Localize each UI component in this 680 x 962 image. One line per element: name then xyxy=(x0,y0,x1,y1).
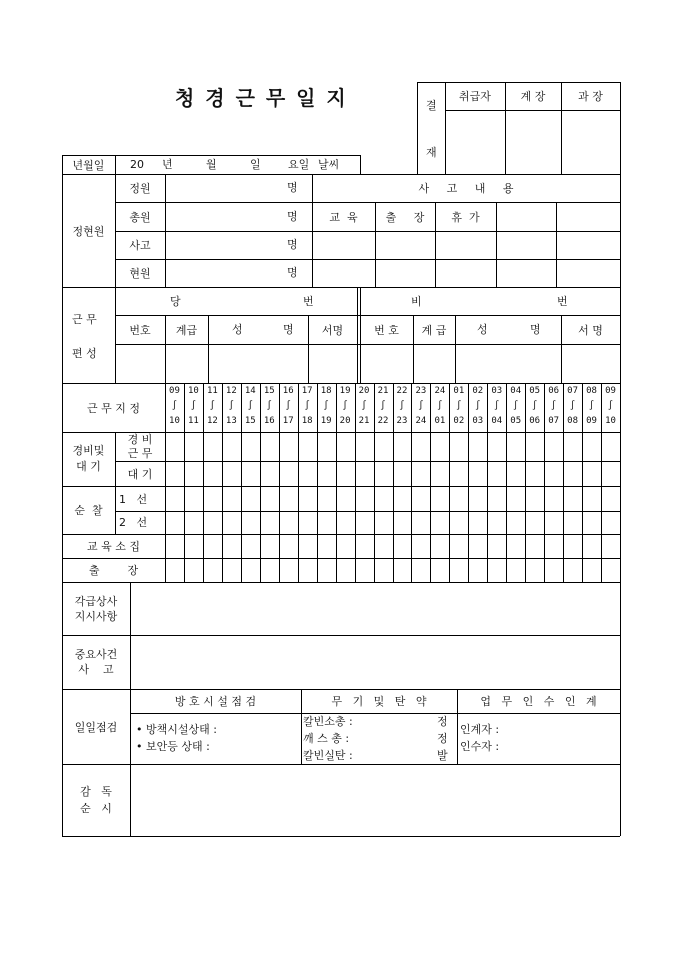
shift-slot-end: 13 xyxy=(225,416,237,426)
handover-receiver: 인수자 : xyxy=(460,740,500,753)
daily-col-weapons: 무 기 및 탄 약 xyxy=(331,695,427,708)
shift-slot-start: 10 xyxy=(188,386,199,396)
shift-grid-line xyxy=(222,383,223,582)
shift-grid-line xyxy=(582,383,583,582)
shift-slot-separator: ∫ xyxy=(607,401,614,411)
shift-slot-separator: ∫ xyxy=(171,401,178,411)
shift-slot-end: 18 xyxy=(301,416,313,426)
shift-slot-separator: ∫ xyxy=(342,401,348,411)
shift-slot-end: 03 xyxy=(472,416,484,426)
incident-label-a: 중요사건 xyxy=(74,648,118,661)
shift-grid-line xyxy=(355,383,356,582)
off-col-rank: 계 급 xyxy=(421,323,447,337)
shift-slot-16 xyxy=(449,384,468,431)
shift-slot-end: 11 xyxy=(188,416,199,426)
daily-col-handover: 업 무 인 수 인 계 xyxy=(480,695,597,708)
shift-grid-line xyxy=(449,383,450,582)
duty-label-top: 근 무 xyxy=(72,313,97,326)
shift-slot-end: 16 xyxy=(263,416,275,426)
shift-slot-end: 21 xyxy=(358,416,370,426)
guard-duty-a: 경 비 xyxy=(127,432,153,446)
shift-slot-end: 04 xyxy=(491,416,503,426)
shift-slot-end: 15 xyxy=(244,416,256,426)
shift-slot-separator: ∫ xyxy=(399,401,405,411)
staff-label: 정현원 xyxy=(72,224,105,238)
shift-slot-start: 19 xyxy=(339,386,351,396)
shift-grid-line xyxy=(563,383,564,582)
weapon-carbine-unit: 정 xyxy=(437,715,448,728)
guard-duty-b: 근 무 xyxy=(127,446,153,460)
shift-slot-start: 22 xyxy=(396,386,408,396)
duty-col-name-a: 성 xyxy=(232,323,243,336)
approval-chief-header: 계 장 xyxy=(520,90,546,103)
standby-label: 대 기 xyxy=(127,467,153,481)
shift-slot-start: 17 xyxy=(301,386,313,396)
shift-slot-start: 20 xyxy=(358,386,370,396)
shift-slot-separator: ∫ xyxy=(513,401,519,411)
shift-grid-line xyxy=(184,383,185,582)
shift-grid-line xyxy=(525,383,526,582)
weapon-gas-gun: 깨 스 총 : xyxy=(303,732,350,745)
shift-slot-start: 11 xyxy=(206,386,218,396)
shift-slot-end: 10 xyxy=(169,416,180,426)
shift-slot-start: 08 xyxy=(586,386,597,396)
shift-slot-separator: ∫ xyxy=(588,401,595,411)
shift-slot-end: 23 xyxy=(396,416,408,426)
shift-grid-line xyxy=(374,383,375,582)
shift-slot-start: 21 xyxy=(377,386,389,396)
shift-slot-6 xyxy=(260,384,279,431)
approval-manager-header: 과 장 xyxy=(578,90,603,103)
shift-slot-start: 03 xyxy=(491,386,503,396)
shift-slot-end: 19 xyxy=(320,416,332,426)
date-label: 년월일 xyxy=(72,158,105,172)
shift-slot-separator: ∫ xyxy=(569,401,576,411)
incident-label xyxy=(62,635,130,689)
shift-slot-end: 22 xyxy=(377,416,389,426)
shift-slot-separator: ∫ xyxy=(550,401,557,411)
shift-slot-end: 24 xyxy=(415,416,427,426)
shift-slot-separator: ∫ xyxy=(361,401,367,411)
shift-slot-11 xyxy=(355,384,374,431)
shift-slot-24 xyxy=(601,384,620,431)
shift-grid-line xyxy=(544,383,545,582)
shift-slot-separator: ∫ xyxy=(380,401,386,411)
staff-present: 현원 xyxy=(129,267,151,280)
duty-col-name-b: 명 xyxy=(283,323,294,336)
shift-slot-start: 09 xyxy=(169,386,180,396)
shift-slot-end: 17 xyxy=(282,416,294,426)
boss-instructions-label xyxy=(62,582,130,635)
shift-slot-end: 07 xyxy=(548,416,560,426)
boss-label-a: 각급상사 xyxy=(74,594,118,608)
shift-slot-1 xyxy=(165,384,184,431)
shift-slot-8 xyxy=(298,384,317,431)
patrol-line-1: 1 선 xyxy=(119,493,148,506)
shift-slot-start: 09 xyxy=(605,386,616,396)
duty-off-label: 비 xyxy=(411,295,422,308)
shift-grid-line xyxy=(430,383,431,582)
shift-slot-start: 04 xyxy=(510,386,522,396)
shift-slot-start: 18 xyxy=(320,386,332,396)
duty-off-suffix: 번 xyxy=(557,295,568,308)
trip-label: 출 장 xyxy=(88,564,139,577)
shift-slot-start: 01 xyxy=(453,386,465,396)
shift-slot-2 xyxy=(184,384,203,431)
shift-grid-line xyxy=(336,383,337,582)
shift-slot-separator: ∫ xyxy=(190,401,197,411)
shift-slot-5 xyxy=(241,384,260,431)
accident-trip: 출 장 xyxy=(385,210,425,224)
shift-slot-separator: ∫ xyxy=(285,401,291,411)
boss-label-b: 지시사항 xyxy=(74,609,118,623)
duty-col-rank: 계급 xyxy=(175,323,198,337)
weapon-carbine: 칼빈소총 : xyxy=(303,715,353,728)
shift-slot-separator: ∫ xyxy=(304,401,310,411)
shift-slot-end: 02 xyxy=(453,416,465,426)
approval-label-top: 결 xyxy=(426,99,437,112)
shift-slot-start: 14 xyxy=(244,386,256,396)
shift-slot-separator: ∫ xyxy=(266,401,272,411)
shift-slot-end: 06 xyxy=(529,416,541,426)
supervision-label-b: 순 시 xyxy=(80,802,112,815)
shift-grid-line xyxy=(411,383,412,582)
shift-slot-9 xyxy=(317,384,336,431)
shift-slot-separator: ∫ xyxy=(209,401,216,411)
shift-slot-separator: ∫ xyxy=(418,401,424,411)
shift-slot-separator: ∫ xyxy=(531,401,538,411)
date-day-unit: 일 xyxy=(250,158,261,171)
shift-grid-line xyxy=(393,383,394,582)
edu-call-label: 교 육 소 집 xyxy=(87,540,140,553)
date-month-unit: 월 xyxy=(206,158,217,171)
staff-unit-4: 명 xyxy=(287,266,298,279)
shift-grid-line xyxy=(241,383,242,582)
shift-slot-7 xyxy=(279,384,298,431)
shift-slot-start: 15 xyxy=(263,386,275,396)
off-col-number: 번 호 xyxy=(374,323,399,337)
date-weekday: 요일 xyxy=(288,158,310,171)
staff-unit-1: 명 xyxy=(287,181,298,194)
approval-label-bottom: 재 xyxy=(426,146,437,159)
shift-slot-end: 12 xyxy=(206,416,218,426)
shift-slot-separator: ∫ xyxy=(247,401,254,411)
shift-slot-separator: ∫ xyxy=(475,401,481,411)
shift-slot-end: 09 xyxy=(586,416,597,426)
date-weather: 날씨 xyxy=(318,158,340,171)
shift-grid-line xyxy=(260,383,261,582)
shift-slot-separator: ∫ xyxy=(437,401,443,411)
accident-leave: 휴 가 xyxy=(451,210,480,224)
patrol-label: 순 찰 xyxy=(74,504,103,517)
shift-grid-line xyxy=(298,383,299,582)
shift-slot-start: 07 xyxy=(567,386,579,396)
daily-check-label: 일일점검 xyxy=(74,720,118,734)
shift-slot-19 xyxy=(506,384,525,431)
shift-slot-14 xyxy=(411,384,430,431)
shift-grid-line xyxy=(601,383,602,582)
shift-grid-line xyxy=(487,383,488,582)
shift-slot-18 xyxy=(487,384,506,431)
shift-slot-23 xyxy=(582,384,601,431)
handover-giver: 인계자 : xyxy=(460,723,500,736)
shift-slot-end: 01 xyxy=(434,416,446,426)
duty-col-sign: 서명 xyxy=(321,323,344,337)
shift-label: 근 무 지 정 xyxy=(87,401,140,415)
staff-quota: 정원 xyxy=(129,182,151,195)
weapon-ammo: 칼빈실탄 : xyxy=(303,749,353,762)
shift-slot-start: 16 xyxy=(282,386,294,396)
shift-slot-start: 02 xyxy=(472,386,484,396)
staff-unit-3: 명 xyxy=(287,238,298,251)
staff-absent: 사고 xyxy=(129,239,151,252)
shift-slot-start: 24 xyxy=(434,386,446,396)
shift-slot-end: 05 xyxy=(510,416,522,426)
shift-grid-line xyxy=(506,383,507,582)
shift-slot-start: 23 xyxy=(415,386,427,396)
shift-slot-22 xyxy=(563,384,582,431)
page-title: 청 경 근 무 일 지 xyxy=(175,86,348,110)
off-col-name-b: 명 xyxy=(530,323,541,336)
shift-slot-3 xyxy=(203,384,222,431)
supervision-label-a: 감 독 xyxy=(80,785,112,798)
date-year-prefix: 20 xyxy=(130,158,144,171)
accident-header: 사 고 내 용 xyxy=(418,182,514,195)
shift-slot-13 xyxy=(393,384,412,431)
accident-education: 교 육 xyxy=(329,210,358,224)
incident-label-b: 사 고 xyxy=(78,663,114,676)
shift-slot-start: 06 xyxy=(548,386,560,396)
duty-on-suffix: 번 xyxy=(303,295,314,308)
shift-slot-4 xyxy=(222,384,241,431)
shift-slot-17 xyxy=(468,384,487,431)
shift-slot-12 xyxy=(374,384,393,431)
shift-slot-21 xyxy=(544,384,563,431)
staff-unit-2: 명 xyxy=(287,210,298,223)
date-year-unit: 년 xyxy=(162,158,173,171)
daily-col-facility: 방 호 시 설 점 검 xyxy=(174,695,257,708)
staff-total: 총원 xyxy=(129,210,151,224)
shift-grid-line xyxy=(317,383,318,582)
shift-slot-10 xyxy=(336,384,355,431)
guard-label-b: 대 기 xyxy=(76,460,101,473)
patrol-line-2: 2 선 xyxy=(119,516,148,529)
duty-label-bottom: 편 성 xyxy=(72,347,97,360)
duty-col-number: 번호 xyxy=(129,323,151,337)
shift-slot-separator: ∫ xyxy=(456,401,462,411)
facility-light: • 보안등 상태 : xyxy=(136,740,210,753)
shift-grid-line xyxy=(468,383,469,582)
guard-label-a: 경비및 xyxy=(72,444,105,457)
weapon-ammo-unit: 발 xyxy=(437,749,448,762)
shift-slot-separator: ∫ xyxy=(323,401,329,411)
approval-handler-header: 취급자 xyxy=(459,90,491,103)
shift-slot-end: 10 xyxy=(605,416,616,426)
shift-slot-end: 08 xyxy=(567,416,579,426)
shift-slot-start: 12 xyxy=(225,386,237,396)
shift-grid-line xyxy=(203,383,204,582)
shift-slot-separator: ∫ xyxy=(494,401,500,411)
shift-slot-20 xyxy=(525,384,544,431)
off-col-name-a: 성 xyxy=(477,323,488,336)
weapon-gas-gun-unit: 정 xyxy=(437,732,448,745)
off-col-sign: 서 명 xyxy=(578,323,603,337)
shift-grid-line xyxy=(279,383,280,582)
supervision-label xyxy=(62,764,130,836)
guard-label xyxy=(62,432,115,486)
facility-fence: • 방책시설상태 : xyxy=(136,723,217,736)
shift-slot-end: 20 xyxy=(339,416,351,426)
shift-slot-start: 05 xyxy=(529,386,541,396)
shift-slot-separator: ∫ xyxy=(228,401,235,411)
shift-slot-15 xyxy=(430,384,449,431)
guard-duty-label xyxy=(115,432,165,461)
duty-on-label: 당 xyxy=(170,295,181,308)
